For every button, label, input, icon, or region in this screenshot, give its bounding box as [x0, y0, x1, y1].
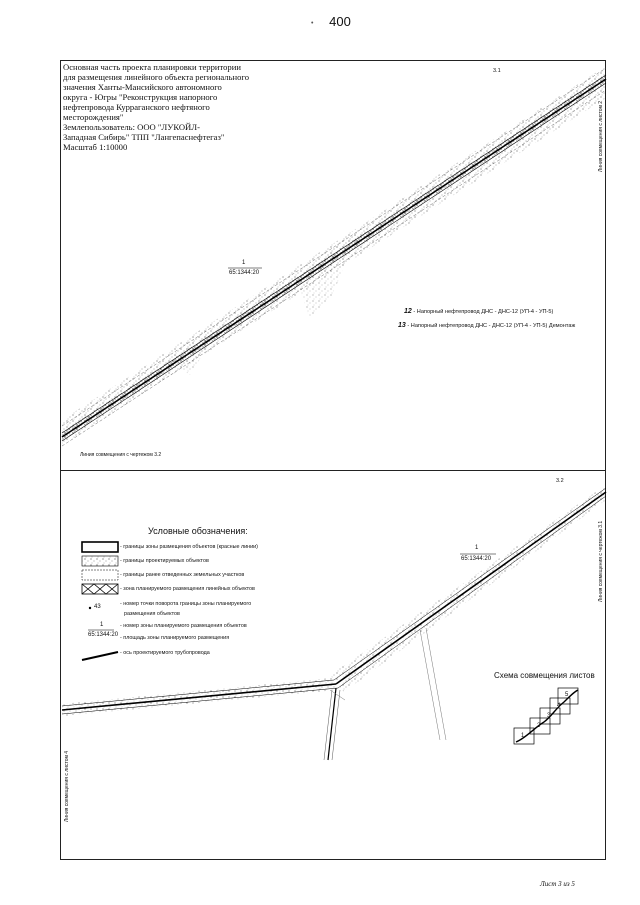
legend-item-point-number-cont: размещения объектов [124, 611, 180, 617]
lower-sheet-label: 3.2 [556, 478, 564, 484]
legend-item-projected: - границы проектируемых объектов [120, 558, 209, 564]
upper-match-line-bottom: Линия совмещения с чертежом 3.2 [80, 452, 162, 458]
upper-sheet-label: 3.1 [493, 68, 501, 74]
lower-match-line-left: Линия совмещения с листом 4 [64, 750, 70, 822]
upper-zone-number: 1 [242, 260, 246, 266]
legend-item-zone-area: - площадь зоны планируемого размещения [120, 635, 230, 641]
upper-match-line-right: Линия совмещения с листом 2 [598, 100, 604, 172]
sheet-footer: Лист 3 из 5 [540, 880, 575, 888]
schema-sheet-2: 2 [537, 723, 541, 729]
pipeline-text-12: - Напорный нефтепровод ДНС - ДНС-12 (УП-4 - УП-5) [413, 309, 554, 315]
legend-sample-zone-code: 65:1344:20 [88, 632, 119, 638]
legend-title: Условные обозначения: [148, 526, 248, 536]
pipeline-text-13: - Напорный нефтепровод ДНС - ДНС-12 (УП-4 - УП-5) Демонтаж [407, 323, 576, 329]
page-number: 400 [329, 14, 351, 29]
upper-zone-code: 65:1344:20 [229, 270, 260, 276]
schema-sheet-5: 5 [565, 692, 569, 698]
legend-sample-point: 43 [94, 604, 101, 610]
schema-title: Схема совмещения листов [494, 671, 595, 680]
legend-item-allotted: - границы ранее отведенных земельных участков [120, 572, 245, 578]
pipeline-label-12 [404, 308, 553, 315]
scan-dot: • [311, 20, 314, 27]
legend-sample-zone-number: 1 [100, 622, 104, 628]
legend-item-zone-number: - номер зоны планируемого размещения объектов [120, 623, 247, 629]
legend-item-zone: - зона планируемого размещения линейных объектов [120, 586, 255, 592]
pipeline-num-13: 13 [398, 322, 406, 329]
schema-sheet-3: 3 [547, 713, 551, 719]
lower-zone-code: 65:1344:20 [461, 556, 492, 562]
lower-zone-number: 1 [475, 545, 479, 551]
lower-match-line-right: Линия совмещения с чертежом 3.1 [598, 520, 604, 602]
pipeline-label-13 [398, 322, 575, 329]
legend-item-point-number: - номер точки поворота границы зоны планируемого [120, 601, 252, 607]
schema-sheet-4: 4 [557, 703, 561, 709]
legend-item-axis: - ось проектируемого трубопровода [120, 650, 210, 656]
legend-symbols [82, 542, 118, 660]
schema-sheet-1: 1 [521, 733, 525, 739]
legend-item-boundary: - границы зоны размещения объектов (красные линии) [120, 544, 258, 550]
pipeline-num-12: 12 [404, 308, 412, 315]
title-block: Основная часть проекта планировки территории для размещения линейного объекта регионального значения Ханты-Мансийского автономного округа - Югры "Реконструкция напорного нефтепровода Курраганского нефтяного месторождения" Землепользователь: ООО "ЛУКОЙЛ- Западная Сибирь" ТПП "Лангепаснефтегаз" Масштаб 1:10000 [63, 62, 250, 152]
